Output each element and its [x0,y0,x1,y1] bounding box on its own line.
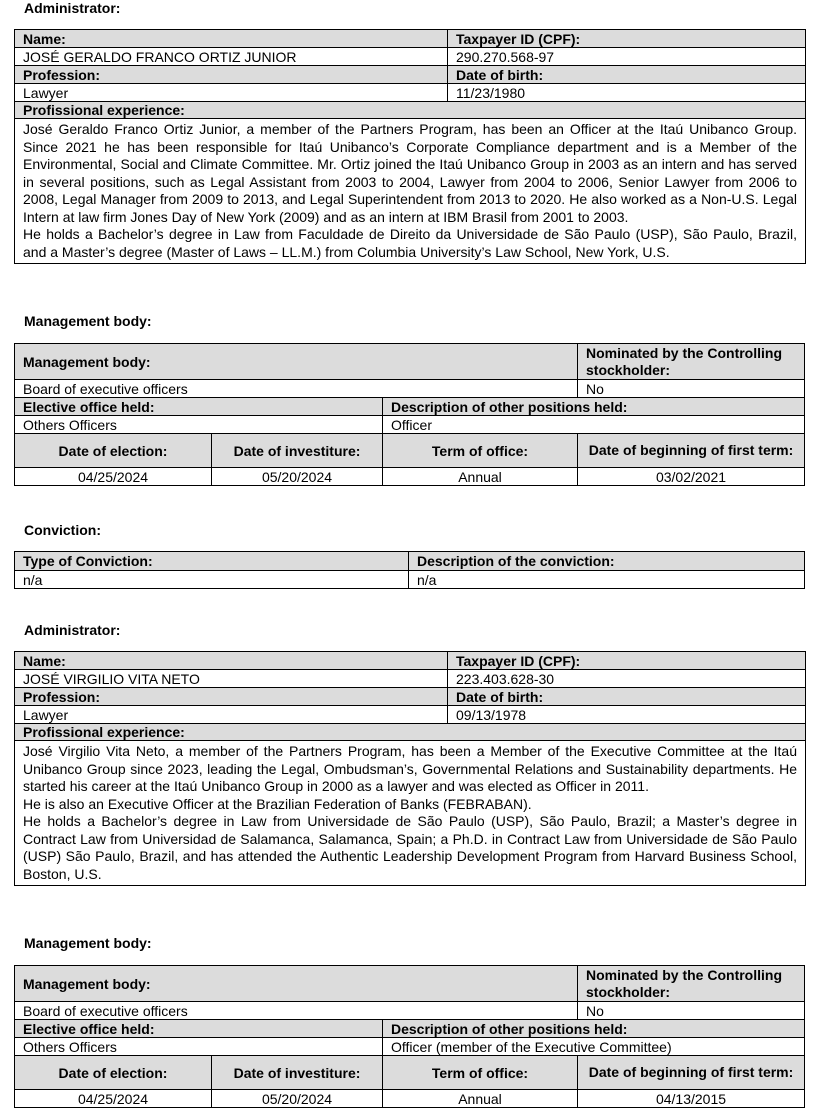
term-of-office-value: Annual [383,1090,578,1108]
management-body-value: Board of executive officers [15,380,578,398]
term-of-office-label: Term of office: [383,1056,578,1090]
management-body-heading: Management body: [24,313,152,329]
administrator-table [14,29,806,264]
conviction-description-value: n/a [409,571,805,589]
name-label: Name: [15,30,448,48]
experience-paragraph: He holds a Bachelor’s degree in Law from Universidade de São Paulo (USP), São Paulo, Brazil; a Master’s degree in Contract Law from Universidad de Salamanca, Salamanca, Spain; a Ph.D. in Contract Law from Universidade de São Paulo (USP) São Paulo, Brazil, and has attended the Authentic Leadership Development Program from Harvard Business School, Boston, U.S. [23,813,797,882]
experience-label: Profissional experience: [15,724,806,741]
experience-text [15,741,806,886]
other-positions-value: Officer (member of the Executive Committee) [383,1038,805,1056]
profession-label: Profession: [15,688,448,706]
management-body-table [14,965,805,1108]
other-positions-label: Description of other positions held: [383,398,805,416]
date-of-election-label: Date of election: [15,1056,212,1090]
nominated-label: Nominated by the Controlling stockholder: [578,966,805,1002]
date-of-investiture-value: 05/20/2024 [212,468,383,486]
other-positions-label: Description of other positions held: [383,1020,805,1038]
first-term-label: Date of beginning of first term: [578,1056,805,1090]
type-of-conviction-value: n/a [15,571,409,589]
administrator-heading: Administrator: [24,622,121,638]
name-value: JOSÉ VIRGILIO VITA NETO [15,670,448,688]
experience-label: Profissional experience: [15,102,806,119]
elective-office-value: Others Officers [15,416,383,434]
conviction-heading: Conviction: [24,522,101,538]
date-of-investiture-label: Date of investiture: [212,434,383,468]
profession-value: Lawyer [15,706,448,724]
experience-paragraph: He is also an Executive Officer at the Brazilian Federation of Banks (FEBRABAN). [23,795,532,812]
first-term-value: 04/13/2015 [578,1090,805,1108]
elective-office-label: Elective office held: [15,398,383,416]
date-of-birth-value: 11/23/1980 [448,84,806,102]
elective-office-value: Others Officers [15,1038,383,1056]
taxpayer-id-value: 223.403.628-30 [448,670,806,688]
first-term-value: 03/02/2021 [578,468,805,486]
type-of-conviction-label: Type of Conviction: [15,552,409,571]
profession-value: Lawyer [15,84,448,102]
taxpayer-id-value: 290.270.568-97 [448,48,806,66]
name-value: JOSÉ GERALDO FRANCO ORTIZ JUNIOR [15,48,448,66]
date-of-investiture-label: Date of investiture: [212,1056,383,1090]
management-body-heading: Management body: [24,935,152,951]
term-of-office-label: Term of office: [383,434,578,468]
date-of-birth-label: Date of birth: [448,688,806,706]
date-of-election-value: 04/25/2024 [15,468,212,486]
nominated-value: No [578,1002,805,1020]
experience-paragraph: José Geraldo Franco Ortiz Junior, a member of the Partners Program, has been an Officer at the Itaú Unibanco Group. Since 2021 he has been responsible for Itaú Unibanco’s Corporate Compliance department and is a Member of the Environmental, Social and Climate Committee. Mr. Ortiz joined the Itaú Unibanco Group in 2003 as an intern and has served in several positions, such as Legal Assistant from 2003 to 2004, Lawyer from 2004 to 2006, Senior Lawyer from 2006 to 2008, Legal Manager from 2009 to 2013, and Legal Superintendent from 2013 to 2020. He also worked as a Non-U.S. Legal Intern at law firm Jones Day of New York (2009) and as an intern at IBM Brasil from 2001 to 2003. [23,121,797,225]
experience-text [15,119,806,264]
management-body-table [14,343,805,486]
elective-office-label: Elective office held: [15,1020,383,1038]
date-of-birth-value: 09/13/1978 [448,706,806,724]
date-of-election-label: Date of election: [15,434,212,468]
date-of-birth-label: Date of birth: [448,66,806,84]
management-body-value: Board of executive officers [15,1002,578,1020]
taxpayer-id-label: Taxpayer ID (CPF): [448,30,806,48]
experience-paragraph: He holds a Bachelor’s degree in Law from Faculdade de Direito da Universidade de São Paulo (USP), São Paulo, Brazil, and a Master’s degree (Master of Laws – LL.M.) from Columbia University’s Law School, New York, U.S. [23,226,797,260]
other-positions-value: Officer [383,416,805,434]
date-of-investiture-value: 05/20/2024 [212,1090,383,1108]
management-body-label: Management body: [15,966,578,1002]
date-of-election-value: 04/25/2024 [15,1090,212,1108]
administrator-table [14,651,806,886]
nominated-value: No [578,380,805,398]
nominated-label: Nominated by the Controlling stockholder: [578,344,805,380]
management-body-label: Management body: [15,344,578,380]
administrator-heading: Administrator: [24,0,121,16]
first-term-label: Date of beginning of first term: [578,434,805,468]
conviction-description-label: Description of the conviction: [409,552,805,571]
profession-label: Profession: [15,66,448,84]
term-of-office-value: Annual [383,468,578,486]
conviction-table [14,551,805,589]
taxpayer-id-label: Taxpayer ID (CPF): [448,652,806,670]
name-label: Name: [15,652,448,670]
experience-paragraph: José Virgilio Vita Neto, a member of the Partners Program, has been a Member of the Executive Committee at the Itaú Unibanco Group since 2023, leading the Legal, Ombudsman’s, Governmental Relations and Sustainability departments. He started his career at the Itaú Unibanco Group in 2000 as a lawyer and was elected as Officer in 2011. [23,743,797,794]
